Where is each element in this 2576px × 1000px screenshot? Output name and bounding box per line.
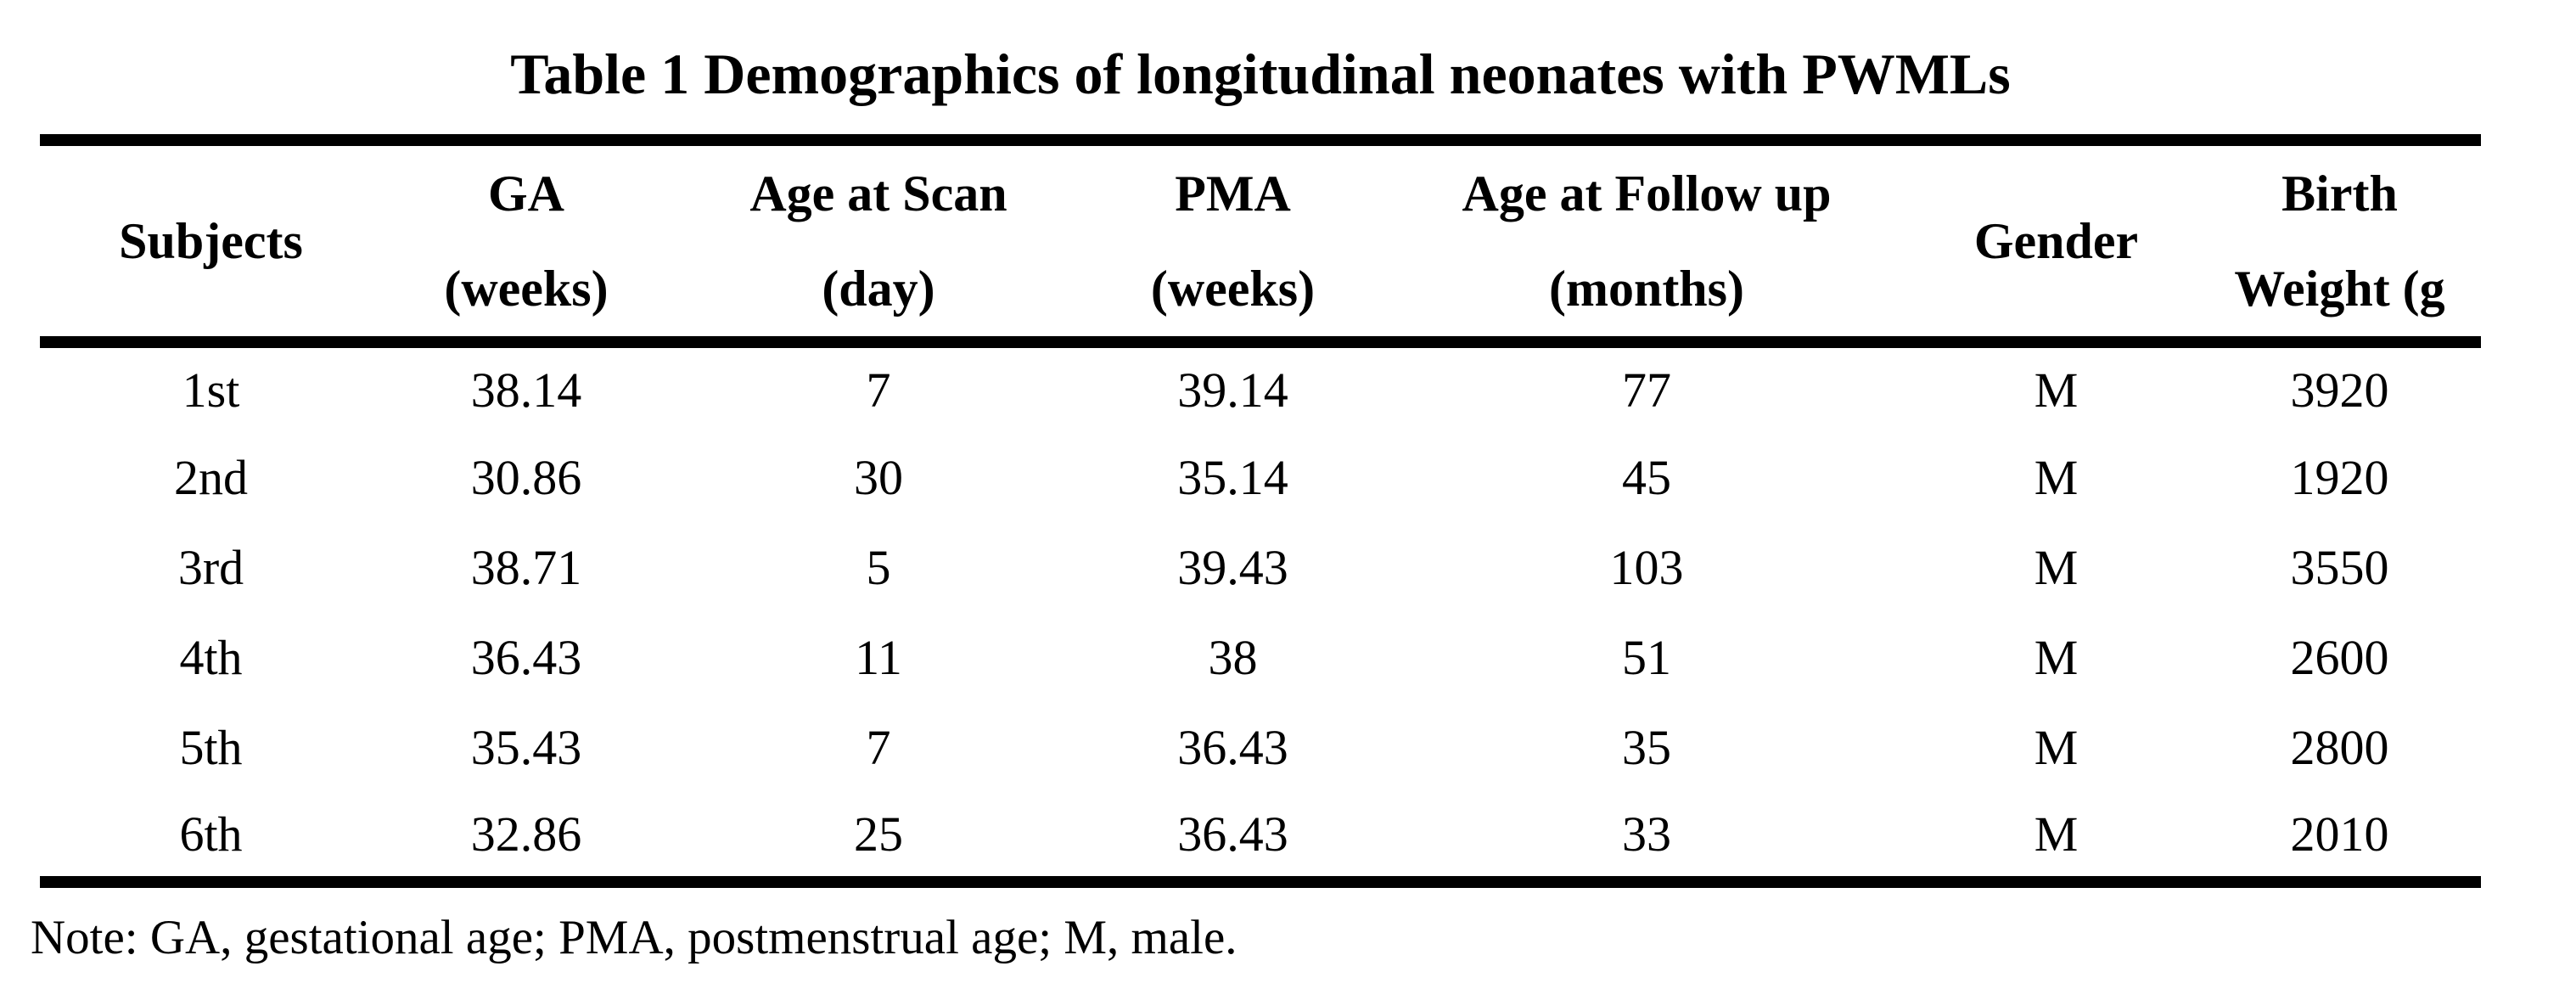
cell-subject: 5th (179, 719, 243, 775)
cell-ga: 38.14 (470, 362, 582, 418)
table-row (40, 702, 2481, 792)
cell-ga: 36.43 (470, 629, 582, 685)
cell-age-at-scan: 5 (866, 539, 891, 595)
cell-gender: M (2034, 806, 2079, 862)
cell-age-at-scan: 11 (855, 629, 902, 685)
cell-ga: 35.43 (470, 719, 582, 775)
cell-birth-weight: 1920 (2290, 449, 2389, 505)
header-row (40, 140, 2481, 342)
cell-pma: 39.43 (1177, 539, 1288, 595)
cell-pma: 39.14 (1177, 362, 1288, 418)
col-header-line: Weight (g (2234, 261, 2445, 317)
cell-age-at-follow-up: 35 (1622, 719, 1671, 775)
cell-subject: 3rd (177, 539, 244, 595)
cell-age-at-follow-up: 51 (1622, 629, 1671, 685)
cell-age-at-scan: 25 (854, 806, 903, 862)
col-header-line: (weeks) (444, 261, 609, 317)
cell-pma: 35.14 (1177, 449, 1288, 505)
cell-subject: 2nd (174, 449, 248, 505)
col-header-subjects (40, 140, 382, 342)
cell-pma: 38 (1208, 629, 1258, 685)
col-header-ga (382, 140, 671, 342)
cell-ga: 38.71 (470, 539, 582, 595)
cell-age-at-scan: 7 (866, 362, 891, 418)
table-note: Note: GA, gestational age; PMA, postmenstrual age; M, male. (31, 911, 1237, 964)
cell-pma: 36.43 (1177, 806, 1288, 862)
cell-gender: M (2034, 539, 2079, 595)
cell-ga: 32.86 (470, 806, 582, 862)
cell-ga: 30.86 (470, 449, 582, 505)
col-header-line: PMA (1175, 166, 1291, 222)
cell-birth-weight: 2600 (2290, 629, 2389, 685)
col-header-age-at-follow-up (1379, 140, 1914, 342)
cell-subject: 6th (179, 806, 243, 862)
cell-birth-weight: 2800 (2290, 719, 2389, 775)
col-header-line: (weeks) (1150, 261, 1316, 317)
col-header-age-at-scan (671, 140, 1086, 342)
table-row (40, 612, 2481, 702)
cell-age-at-scan: 7 (866, 719, 891, 775)
cell-age-at-scan: 30 (854, 449, 903, 505)
demographics-table (40, 134, 2481, 888)
cell-gender: M (2034, 449, 2079, 505)
cell-age-at-follow-up: 33 (1622, 806, 1671, 862)
cell-birth-weight: 3920 (2290, 362, 2389, 418)
cell-birth-weight: 2010 (2290, 806, 2389, 862)
table-row (40, 792, 2481, 882)
col-header-line: Age at Follow up (1462, 166, 1832, 222)
cell-gender: M (2034, 719, 2079, 775)
cell-age-at-follow-up: 45 (1622, 449, 1671, 505)
col-header-gender (1914, 140, 2198, 342)
col-header-line: Subjects (119, 213, 303, 269)
cell-pma: 36.43 (1177, 719, 1288, 775)
table-row (40, 522, 2481, 612)
col-header-birth-weight (2198, 140, 2481, 342)
col-header-line: Age at Scan (749, 166, 1007, 222)
col-header-pma (1086, 140, 1379, 342)
cell-subject: 4th (179, 629, 243, 685)
col-header-line: (months) (1548, 261, 1744, 317)
cell-age-at-follow-up: 77 (1622, 362, 1671, 418)
table-row (40, 432, 2481, 522)
cell-gender: M (2034, 362, 2079, 418)
table-row (40, 342, 2481, 432)
cell-birth-weight: 3550 (2290, 539, 2389, 595)
cell-age-at-follow-up: 103 (1609, 539, 1684, 595)
col-header-line: Gender (1973, 213, 2139, 269)
cell-gender: M (2034, 629, 2079, 685)
col-header-line: (day) (822, 261, 935, 317)
page-title: Table 1 Demographics of longitudinal neonates with PWMLs (510, 42, 2011, 106)
col-header-line: Birth (2281, 166, 2398, 222)
col-header-line: GA (488, 166, 564, 222)
cell-subject: 1st (182, 362, 240, 418)
